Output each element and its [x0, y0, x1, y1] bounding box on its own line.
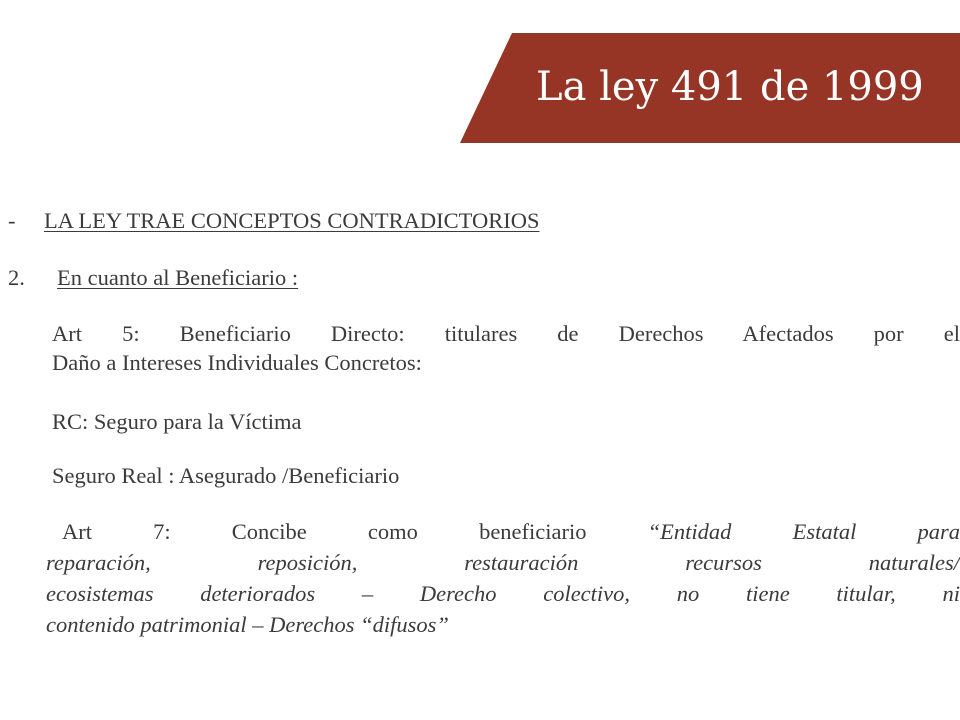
art7-prefix: Art 7: Concibe como beneficiario	[62, 519, 648, 544]
art7-line-2: reparación, reposición, restauración recursos naturales/	[46, 550, 960, 575]
art5-line-1: Art 5: Beneficiario Directo: titulares de Derechos Afectados por el	[52, 321, 960, 346]
art5-line-2: Daño a Intereses Individuales Concretos:	[52, 350, 422, 375]
rc-line: RC: Seguro para la Víctima	[52, 409, 302, 434]
seguro-real-line: Seguro Real : Asegurado /Beneficiario	[52, 463, 400, 488]
bullet-marker: -	[8, 208, 16, 233]
art7-line-1	[62, 519, 960, 544]
art7-line-3: ecosistemas deteriorados – Derecho colectivo, no tiene titular, ni	[46, 581, 960, 606]
art7-italic-start: “Entidad Estatal para	[647, 519, 960, 544]
art7-line-4: contenido patrimonial – Derechos “difusos”	[46, 612, 449, 637]
bullet-heading: LA LEY TRAE CONCEPTOS CONTRADICTORIOS	[44, 208, 540, 233]
slide-title: La ley 491 de 1999	[536, 64, 924, 110]
item-number: 2.	[8, 265, 25, 290]
item-heading: En cuanto al Beneficiario :	[57, 265, 299, 290]
